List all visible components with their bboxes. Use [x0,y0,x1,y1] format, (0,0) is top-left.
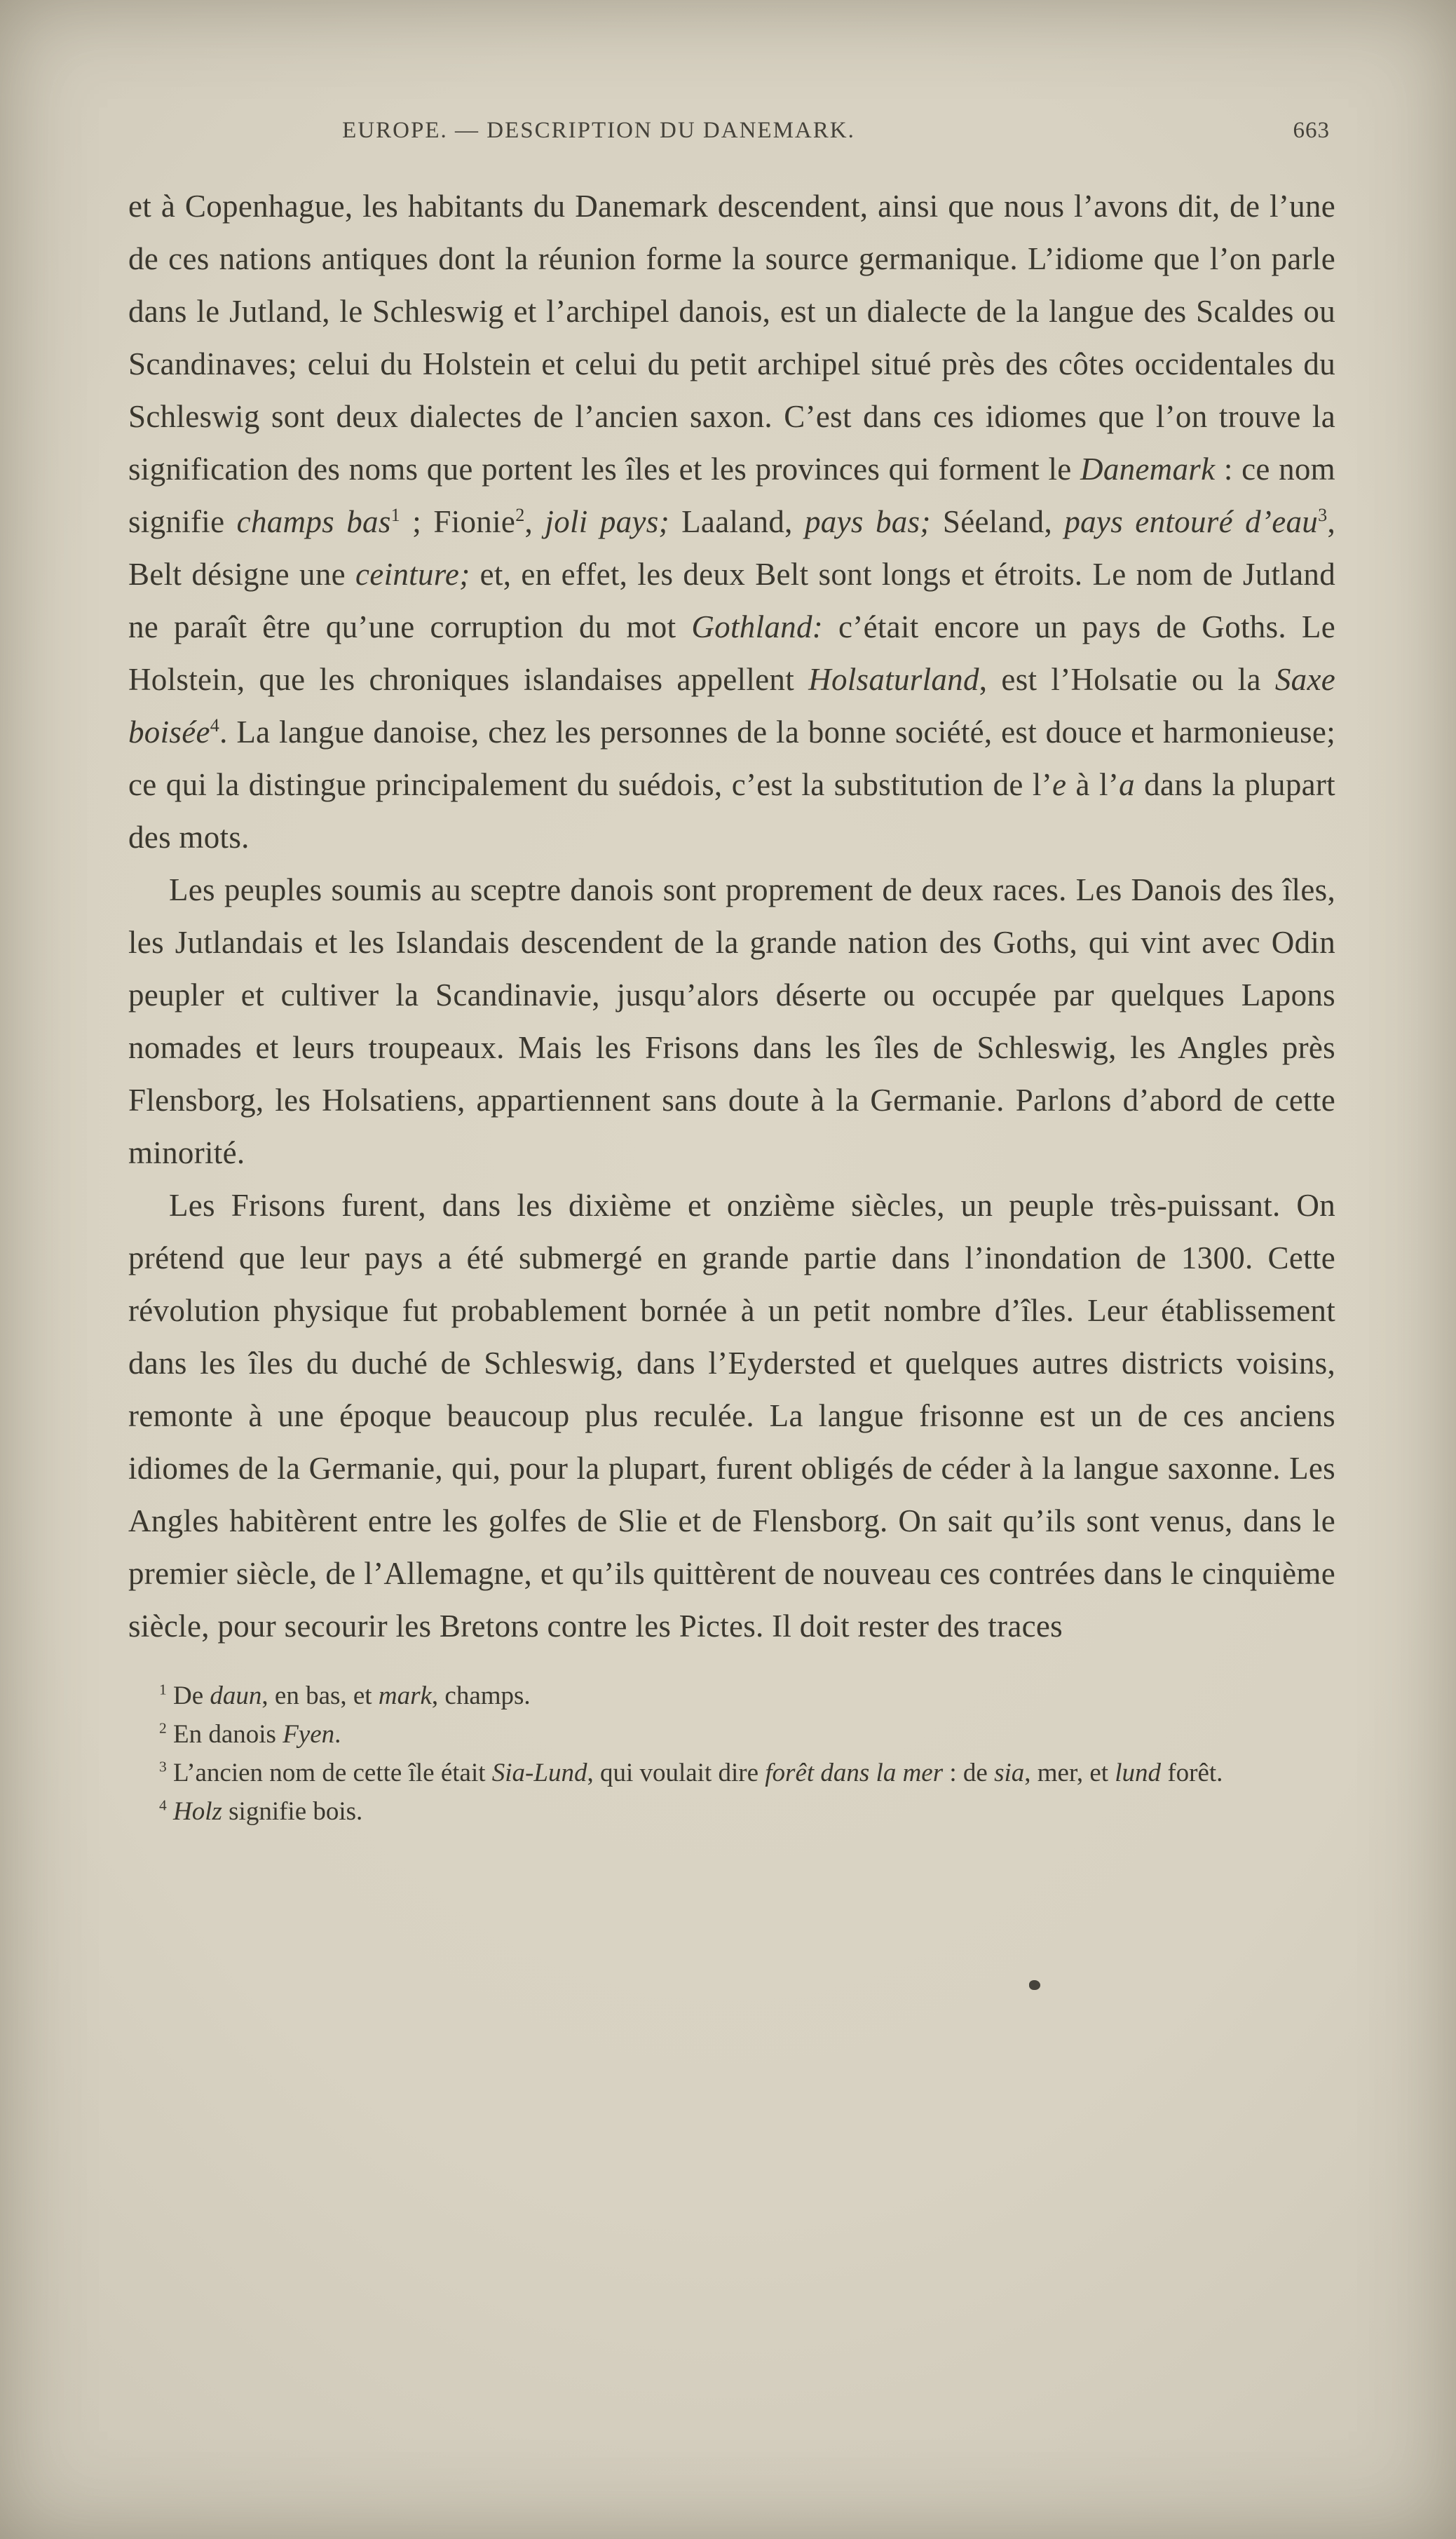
text-run: Séeland, [930,504,1065,539]
italic-run: Sia-Lund [491,1759,587,1787]
italic-run: forêt dans la mer [765,1759,944,1787]
italic-run: ceinture; [355,557,470,592]
text-run: , [524,504,545,539]
text-run: Les Frisons furent, dans les dixième et onzième siècles, un peuple très-puissant. On prétend que leur pays a été submergé en grande partie dans l’inondation de 1300. Cette révolution physique fut probablement bornée à un petit nombre d’îles. Leur établissement dans les îles du duché de Schleswig, dans l’Eydersted et quelques autres districts voisins, remonte à une époque beaucoup plus reculée. La langue frisonne est un de ces anciens idiomes de la Germanie, qui, pour la plupart, furent obligés de céder à la langue saxonne. Les Angles habitèrent entre les golfes de Slie et de Flensborg. On sait qu’ils sont venus, dans le premier siècle, de l’Allemagne, et qu’ils quittèrent de nouveau ces contrées dans le cinquième siècle, pour secourir les Bretons contre les Pictes. Il doit rester des traces [128,1188,1335,1644]
italic-run: Holsaturland [808,662,979,697]
text-run: forêt. [1161,1759,1223,1787]
italic-run: Fyen [283,1720,335,1749]
footnote-marker: 4 [159,1796,167,1814]
running-header [128,118,1335,144]
paragraph-2 [128,864,1335,1179]
italic-run: Holz [172,1797,222,1826]
text-run: De [166,1681,210,1710]
footnote-marker: 3 [159,1758,167,1775]
italic-run: Saxe boisée [128,662,1335,750]
footnote-marker: 2 [515,505,525,525]
page-content [128,118,1335,1831]
text-run: . La langue danoise, chez les personnes de la bonne société, est douce et harmonieuse; ce qui la distingue principalement du suédois, c’est la substitution de l’ [128,715,1335,802]
text-run [167,1797,173,1826]
text-run: Les peuples soumis au sceptre danois sont proprement de deux races. Les Danois des îles, les Jutlandais et les Islandais descendent de la grande nation des Goths, qui vint avec Odin peupler et cultiver la Scandinavie, jusqu’alors déserte ou occupée par quelques Lapons nomades et leurs troupeaux. Mais les Frisons dans les îles de Schleswig, les Angles près Flensborg, les Holsatiens, appartiennent sans doute à la Germanie. Parlons d’abord de cette minorité. [128,872,1335,1170]
text-run: , champs. [431,1681,531,1710]
text-run: En danois [166,1720,283,1749]
text-run: et, en effet, les deux Belt sont longs et étroits. Le nom de Jutland ne paraît être qu’une corruption du mot [128,557,1335,644]
paragraphs [128,180,1335,1653]
header-title: EUROPE. — DESCRIPTION DU DANEMARK. [342,118,855,143]
footnote-marker: 1 [159,1681,167,1698]
page-number: 663 [1293,118,1330,143]
italic-run: pays entouré d’eau [1064,504,1319,539]
italic-run: sia [994,1759,1025,1787]
italic-run: mark [378,1681,432,1710]
footnote-4 [128,1792,1335,1831]
italic-run: champs bas [236,504,391,539]
text-run: Laaland, [669,504,805,539]
text-run: c’était encore un pays de Goths. Le Holstein, que les chroniques islandaises appellent [128,609,1335,697]
italic-run: Danemark [1080,452,1216,487]
text-run: , Belt désigne une [128,504,1336,592]
text-run: signifie bois. [222,1797,363,1826]
italic-run: Gothland: [691,609,824,644]
footnote-marker: 3 [1318,505,1328,525]
italic-run: joli pays; [545,504,669,539]
text-run: , est l’Holsatie ou la [979,662,1275,697]
text-run: L’ancien nom de cette île était [166,1759,492,1787]
text-run: . [334,1720,341,1749]
text-run: : de [943,1759,995,1787]
italic-run: lund [1115,1759,1162,1787]
footnote-marker: 1 [390,505,401,525]
ink-spot [1029,1980,1040,1990]
footnote-marker: 2 [159,1719,167,1737]
italic-run: pays bas; [804,504,931,539]
footnote-marker: 4 [210,715,220,736]
paragraph-3 [128,1179,1335,1653]
text-run: , en bas, et [261,1681,379,1710]
text-run: : ce nom signifie [128,452,1335,539]
text-run: à l’ [1066,767,1120,802]
footnote-3 [128,1754,1335,1792]
footnote-2 [128,1715,1335,1754]
text-run: dans la plupart des mots. [128,767,1335,855]
paragraph-1 [128,180,1335,864]
text-run: , mer, et [1024,1759,1115,1787]
italic-run: e [1052,767,1067,802]
text-run: et à Copenhague, les habitants du Danemark descendent, ainsi que nous l’avons dit, de l’une de ces nations antiques dont la réunion forme la source germanique. L’idiome que l’on parle dans le Jutland, le Schleswig et l’archipel danois, est un dialecte de la langue des Scaldes ou Scandinaves; celui du Holstein et celui du petit archipel situé près des côtes occidentales du Schleswig sont deux dialectes de l’ancien saxon. C’est dans ces idiomes que l’on trouve la signification des noms que portent les îles et les provinces qui forment le [128,189,1335,487]
italic-run: a [1119,767,1135,802]
text-run: , qui voulait dire [587,1759,766,1787]
text-run: ; Fionie [400,504,516,539]
footnote-1 [128,1677,1335,1715]
footnotes [128,1677,1335,1831]
italic-run: daun [210,1681,262,1710]
